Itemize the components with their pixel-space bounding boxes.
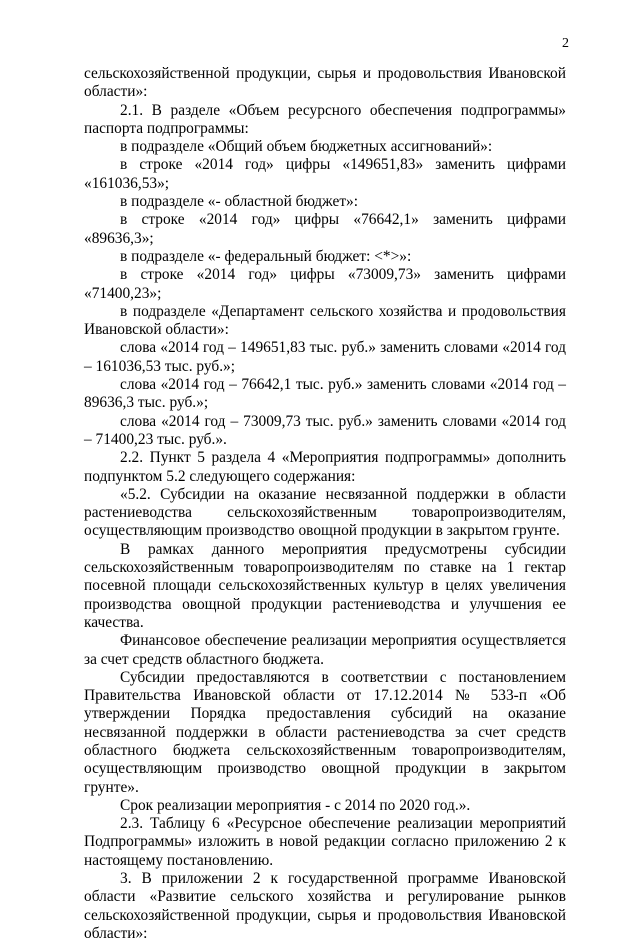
paragraph: слова «2014 год – 76642,1 тыс. руб.» заменить словами «2014 год – 89636,3 тыс. руб.»; [84,376,566,412]
paragraph: 2.1. В разделе «Объем ресурсного обеспечения подпрограммы» паспорта подпрограммы: [84,101,566,137]
paragraph: 3. В приложении 2 к государственной программе Ивановской области «Развитие сельского хозяйства и регулирование рынков сельскохозяйственной продукции, сырья и продовольствия Ивановской области»: [84,870,566,942]
page-number: 2 [562,36,569,51]
paragraph: в подразделе «Департамент сельского хозяйства и продовольствия Ивановской области»: [84,302,566,339]
paragraph: в подразделе «- областной бюджет»: [120,193,359,211]
document-body [84,65,566,943]
paragraph: слова «2014 год – 73009,73 тыс. руб.» заменить словами «2014 год – 71400,23 тыс. руб.». [84,412,566,448]
paragraph: Финансовое обеспечение реализации мероприятия осуществляется за счет средств областного бюджета. [84,632,566,668]
paragraph: в строке «2014 год» цифры «73009,73» заменить цифрами «71400,23»; [84,266,566,302]
paragraph: 2.2. Пункт 5 раздела 4 «Мероприятия подпрограммы» дополнить подпунктом 5.2 следующего содержания: [84,449,566,485]
paragraph: В рамках данного мероприятия предусмотрены субсидии сельскохозяйственным товаропроизводителям по ставке на 1 гектар посевной площади сельскохозяйственных культур в целях увеличения производства овощной продукции растениеводства и улучшения ее качества. [84,540,566,631]
paragraph: Срок реализации мероприятия - с 2014 по 2020 год.». [120,796,471,814]
paragraph: 2.3. Таблицу 6 «Ресурсное обеспечение реализации мероприятий Подпрограммы» изложить в новой редакции согласно приложению 2 к настоящему постановлению. [84,815,566,869]
paragraph: Субсидии предоставляются в соответствии с постановлением Правительства Ивановской области от 17.12.2014 № 533-п «Об утверждении Порядка предоставления субсидий на оказание несвязанной поддержки в области растениеводства за счет средств областного бюджета сельскохозяйственным товаропроизводителям, осуществляющим производство овощной продукции в закрытом грунте». [84,668,566,796]
paragraph: слова «2014 год – 149651,83 тыс. руб.» заменить словами «2014 год – 161036,53 тыс. руб.»; [84,339,566,375]
paragraph: сельскохозяйственной продукции, сырья и продовольствия Ивановской области»: [84,65,566,101]
paragraph: в подразделе «- федеральный бюджет: <*>»: [120,247,412,265]
paragraph: в строке «2014 год» цифры «76642,1» заменить цифрами «89636,3»; [84,211,566,247]
paragraph: в подразделе «Общий объем бюджетных ассигнований»: [120,138,493,156]
paragraph: в строке «2014 год» цифры «149651,83» заменить цифрами «161036,53»; [84,156,566,192]
paragraph: «5.2. Субсидии на оказание несвязанной поддержки в области растениеводства сельскохозяйственным товаропроизводителям, осуществляющим производство овощной продукции в закрытом грунте. [84,485,566,540]
